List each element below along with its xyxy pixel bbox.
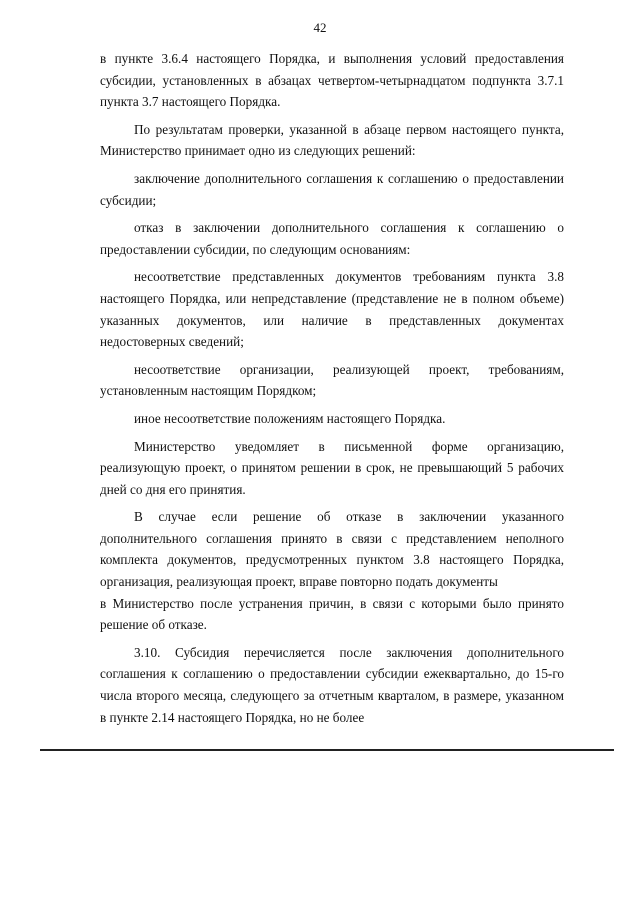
paragraph-5: несоответствие представленных документов требованиям пункта 3.8 настоящего Порядка, или непредставление (представление не в полном объеме) указанных документов, или наличие в представленных документах недостоверных сведений; [100, 269, 564, 350]
paragraph-6: несоответствие организации, реализующей проект, требованиям, установленным настоящим Порядком; [100, 361, 564, 399]
paragraph-10: в Министерство после устранения причин, в связи с которыми было принято решение об отказе. [100, 595, 564, 633]
paragraph-1: в пункте 3.6.4 настоящего Порядка, и выполнения условий предоставления субсидии, установленных в абзацах четвертом-четырнадцатом подпункта 3.7.1 пункта 3.7 настоящего Порядка. [100, 51, 564, 110]
paragraph-8: Министерство уведомляет в письменной форме организацию, реализующую проект, о принятом решении в срок, не превышающий 5 рабочих дней со дня его принятия. [100, 438, 564, 497]
paragraph-4: отказ в заключении дополнительного соглашения к соглашению о предоставлении субсидии, по следующим основаниям: [100, 220, 564, 257]
page-separator-line [40, 749, 614, 751]
paragraph-3: заключение дополнительного соглашения к соглашению о предоставлении субсидии; [100, 170, 564, 208]
page-number: 42 [313, 20, 327, 35]
paragraph-11: 3.10. Субсидия перечисляется после заключения дополнительного соглашения к соглашению о предоставлении субсидии ежеквартально, до 15-го числа второго месяца, следующего за отчетным кварталом, в размере, указанном в пункте 2.14 настоящего Порядка, но не более [100, 644, 564, 725]
document-body [100, 48, 564, 728]
paragraph-9: В случае если решение об отказе в заключении указанного дополнительного соглашения принято в связи с представлением неполного комплекта документов, предусмотренных пунктом 3.8 настоящего Порядка, организация, реализующая проект, вправе повторно подать документы [100, 509, 564, 590]
paragraph-2: По результатам проверки, указанной в абзаце первом настоящего пункта, Министерство принимает одно из следующих решений: [100, 121, 564, 159]
paragraph-7: иное несоответствие положениям настоящего Порядка. [134, 410, 446, 426]
